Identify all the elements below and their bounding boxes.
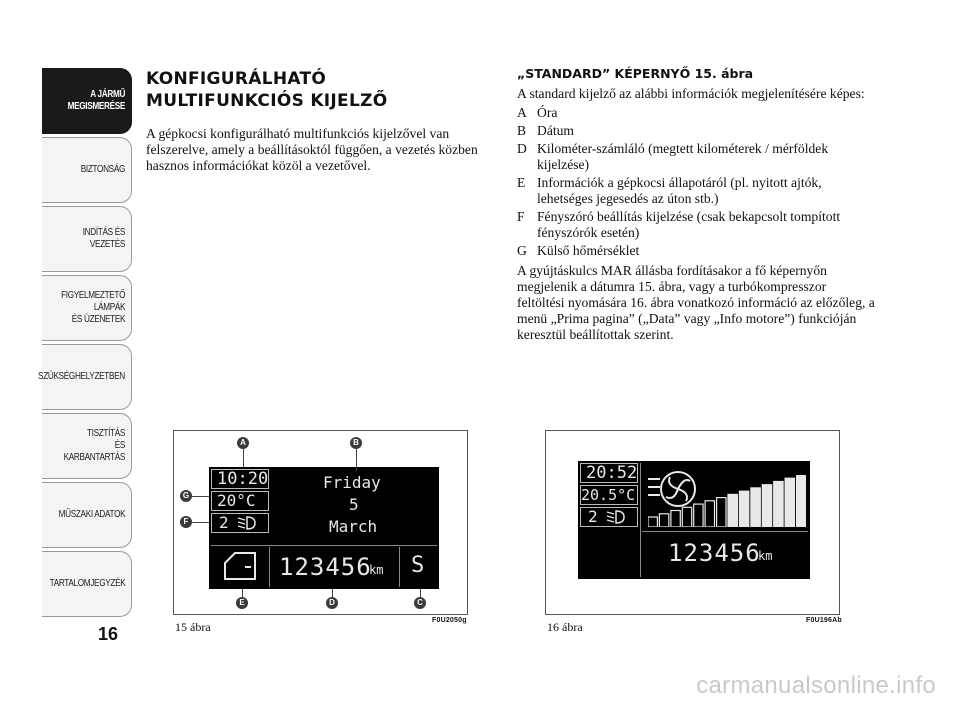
tab-label: FIGYELMEZTETŐ LÁMPÁK ÉS ÜZENETEK xyxy=(60,290,125,325)
tab-label: A JÁRMŰ MEGISMERÉSE xyxy=(67,89,125,112)
tab-label: BIZTONSÁG xyxy=(80,164,125,175)
boost-segment xyxy=(762,485,771,527)
boost-segment xyxy=(717,498,726,527)
section-title xyxy=(146,68,476,112)
page-number: 16 xyxy=(98,624,119,644)
callout-d: D xyxy=(326,597,338,609)
callout-e: E xyxy=(236,597,248,609)
temperature-readout: 20.5°C xyxy=(581,486,636,504)
tab-starting-driving[interactable] xyxy=(42,206,132,272)
boost-segment xyxy=(774,482,783,528)
callout-g: G xyxy=(180,490,192,502)
list-item: G Külső hőmérséklet xyxy=(517,243,640,258)
tab-technical-data[interactable] xyxy=(42,482,132,548)
figure-15-code: F0U2050g xyxy=(432,617,467,624)
tab-label: INDÍTÁS ÉS VEZETÉS xyxy=(82,227,125,250)
boost-segment xyxy=(751,488,760,527)
boost-segment xyxy=(785,478,794,527)
figure-16 xyxy=(545,430,840,615)
tab-label: TISZTÍTÁS ÉS KARBANTARTÁS xyxy=(63,428,125,463)
intro-paragraph: A gépkocsi konfigurálható multifunkciós kijelzővel van felszerelve, amely a beállításoktól függően, a vezetés közben hasznos információkat közöl a vezetővel. xyxy=(146,126,478,173)
boost-segment xyxy=(694,504,703,527)
callout-a: A xyxy=(237,437,249,449)
tab-label: MŰSZAKI ADATOK xyxy=(58,509,125,520)
callout-b: B xyxy=(350,437,362,449)
boost-segment xyxy=(671,511,680,528)
list-item: B Dátum xyxy=(517,123,574,138)
figure-15-caption: 15 ábra xyxy=(175,620,211,634)
headlight-icon xyxy=(604,509,628,525)
odometer-unit: km xyxy=(369,563,384,577)
boost-segment xyxy=(659,514,668,527)
tab-label: SZÜKSÉGHELYZETBEN xyxy=(38,371,125,382)
odometer-readout: 123456 xyxy=(668,539,761,567)
list-item: A Óra xyxy=(517,105,558,120)
tab-index[interactable] xyxy=(42,551,132,617)
headlight-level: 2 xyxy=(219,513,229,532)
tab-warning-lights[interactable] xyxy=(42,275,132,341)
tab-vehicle-intro[interactable] xyxy=(42,68,132,134)
chapter-tabs xyxy=(38,68,132,620)
section-title-line2: MULTIFUNKCIÓS KIJELZŐ xyxy=(146,91,388,111)
list-item: E Információk a gépkocsi állapotáról (pl. nyitott ajtók, lehetséges jegesedés az úton stb.) xyxy=(517,175,822,206)
figure-16-code: F0U196Ab xyxy=(806,617,842,624)
tab-label: TARTALOMJEGYZÉK xyxy=(49,578,125,589)
lcd-display xyxy=(209,467,439,589)
date-number: 5 xyxy=(349,495,359,514)
boost-segment xyxy=(705,501,714,527)
figure-16-caption: 16 ábra xyxy=(547,620,583,634)
standard-subtitle: „STANDARD” KÉPERNYŐ 15. ábra xyxy=(517,66,754,81)
tab-safety[interactable] xyxy=(42,137,132,203)
clock-readout: 20:52 xyxy=(586,463,638,483)
door-open-icon xyxy=(221,549,259,583)
tab-maintenance[interactable] xyxy=(42,413,132,479)
headlight-icon xyxy=(235,515,259,531)
figure-15 xyxy=(173,430,468,615)
section-title-line1: KONFIGURÁLHATÓ xyxy=(146,69,327,89)
boost-segment xyxy=(648,517,657,527)
list-item: D Kilométer-számláló (megtett kilométerek / mérföldek kijelzése) xyxy=(517,141,829,172)
callout-f: F xyxy=(180,516,192,528)
gear-indicator: S xyxy=(411,553,425,578)
watermark: carmanualsonline.info xyxy=(696,672,936,699)
headlight-level: 2 xyxy=(588,507,598,526)
info-list xyxy=(517,105,877,259)
list-item: F Fényszóró beállítás kijelzése (csak bekapcsolt tompított fényszórók esetén) xyxy=(517,209,841,240)
standard-lead: A standard kijelző az alábbi információk megjelenítésére képes: xyxy=(517,86,865,101)
date-month: March xyxy=(329,517,378,536)
clock-readout: 10:20 xyxy=(217,469,269,489)
odometer-readout: 123456 xyxy=(279,553,372,581)
lcd-display-boost xyxy=(578,461,810,579)
boost-pressure-bar xyxy=(648,475,806,527)
callout-c: C xyxy=(414,597,426,609)
boost-segment xyxy=(682,507,691,527)
odometer-unit: km xyxy=(758,549,773,563)
boost-segment xyxy=(739,491,748,527)
temperature-readout: 20°C xyxy=(217,491,256,510)
standard-screen-section xyxy=(517,66,877,346)
tab-emergency[interactable] xyxy=(38,344,132,410)
boost-segment xyxy=(797,475,806,527)
closing-paragraph: A gyújtáskulcs MAR állásba fordításakor a fő képernyőn megjelenik a dátumra 15. ábra, vagy a turbókompresszor feltöltési nyomására 16. ábra vonatkozó információ az előzőleg, a menü „Prima pagina” („Data” vagy „Info motore”) funkcióján keresztül beállítottak szerint. xyxy=(517,263,875,342)
boost-segment xyxy=(728,494,737,527)
date-day: Friday xyxy=(323,473,381,492)
